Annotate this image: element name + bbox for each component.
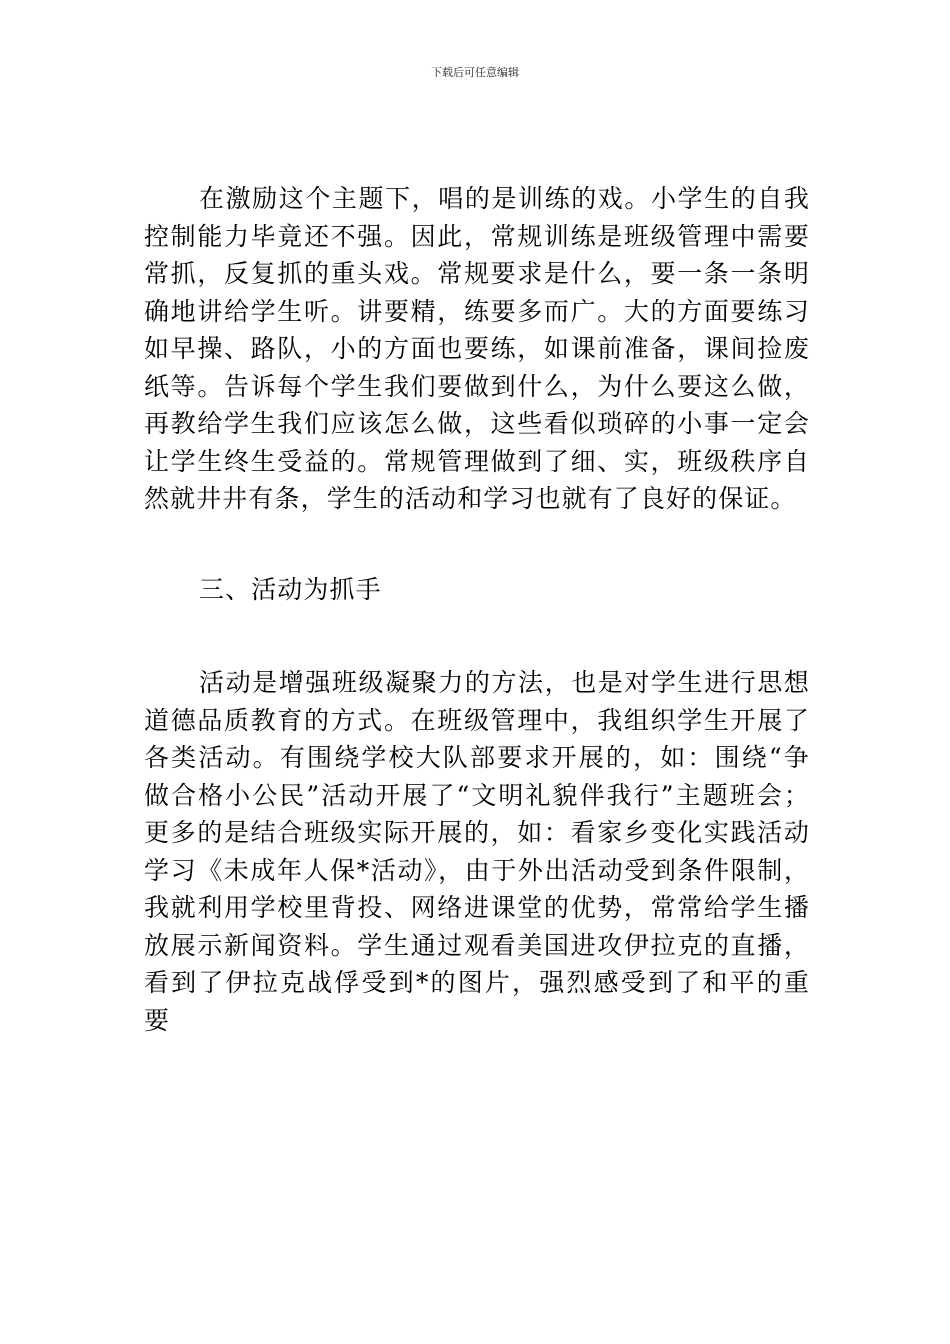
page-header-note: 下载后可任意编辑 (431, 66, 519, 79)
section-heading: 三、活动为抓手 (199, 574, 382, 604)
paragraph-routine-training: 在激励这个主题下，唱的是训练的戏。小学生的自我控制能力毕竟还不强。因此，常规训练是班级管理中需要常抓，反复抓的重头戏。常规要求是什么，要一条一条明确地讲给学生听。讲要精，练要多而广。大的方面要练习如早操、路队，小的方面也要练，如课前准备，课间捡废纸等。告诉每个学生我们要做到什么，为什么要这么做，再教给学生我们应该怎么做，这些看似琐碎的小事一定会让学生终生受益的。常规管理做到了细、实，班级秩序自然就井井有条，学生的活动和学习也就有了良好的保证。 (144, 184, 810, 513)
paragraph-activities: 活动是增强班级凝聚力的方法，也是对学生进行思想道德品质教育的方式。在班级管理中，我组织学生开展了各类活动。有围绕学校大队部要求开展的，如：围绕“争做合格小公民”活动开展了“文明礼貌伴我行”主题班会；更多的是结合班级实际开展的，如：看家乡变化实践活动学习《未成年人保*活动》，由于外出活动受到条件限制，我就利用学校里背投、网络进课堂的优势，常常给学生播放展示新闻资料。学生通过观看美国进攻伊拉克的直播，看到了伊拉克战俘受到*的图片，强烈感受到了和平的重要 (144, 668, 810, 1035)
document-body (144, 180, 810, 1039)
